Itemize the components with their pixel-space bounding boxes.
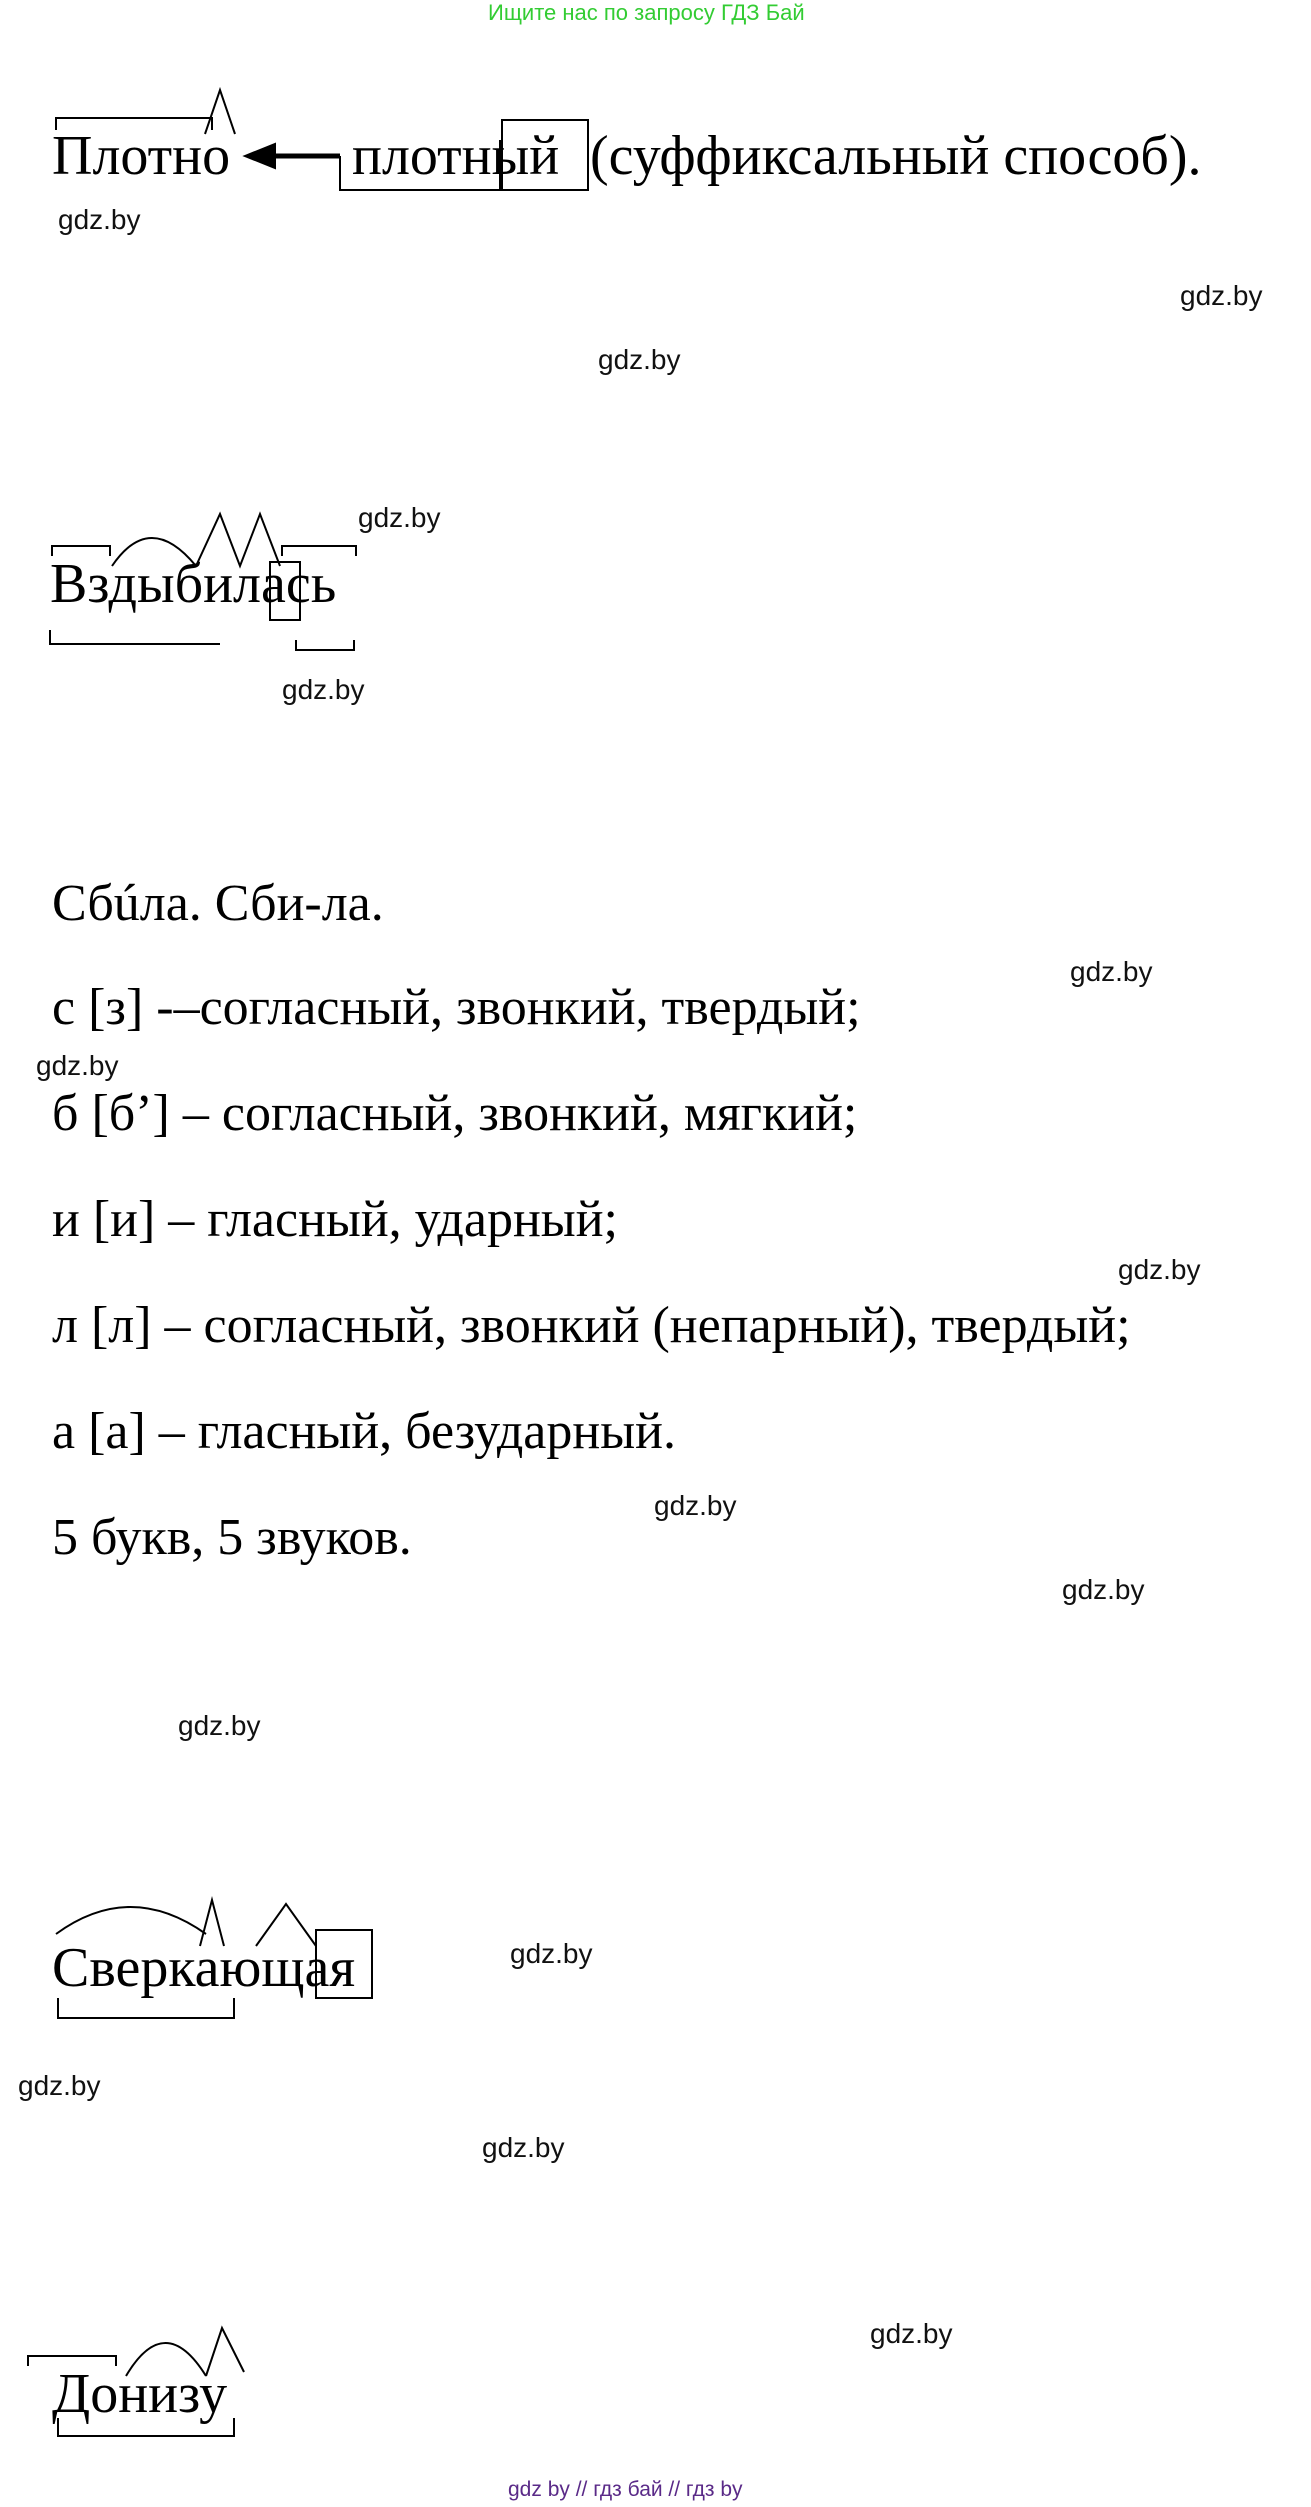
watermark: gdz.by — [510, 1938, 593, 1969]
word3-ending: ая — [304, 1937, 356, 1999]
phonetic-line: б [б’] – согласный, звонкий, мягкий; — [52, 1085, 858, 1142]
word3 — [52, 1937, 356, 1999]
arrow-icon — [245, 144, 340, 168]
word3-stem-part: Сверкающ — [52, 1937, 305, 1999]
watermark: gdz.by — [58, 204, 141, 235]
watermark: gdz.by — [598, 344, 681, 375]
word1-derived: Плотно — [52, 125, 231, 187]
watermark: gdz.by — [358, 502, 441, 533]
watermark: gdz.by — [870, 2318, 953, 2349]
phonetic-line: с [з] -–согласный, звонкий, твердый; — [52, 979, 861, 1036]
stem-bracket-vzdybilas — [50, 630, 220, 644]
watermark: gdz.by — [1180, 280, 1263, 311]
top-banner[interactable]: Ищите нас по запросу ГДЗ Бай — [488, 0, 805, 25]
watermark: gdz.by — [282, 674, 365, 705]
word2-ending: а — [260, 553, 286, 615]
phonetic-line: л [л] – согласный, звонкий (непарный), твердый; — [52, 1297, 1131, 1354]
watermark: gdz.by — [18, 2070, 101, 2101]
phonetic-line: а [а] – гласный, безударный. — [52, 1403, 676, 1460]
word1-base-ending: ый — [491, 125, 560, 187]
word1-note: (суффиксальный способ). — [590, 125, 1202, 187]
watermark: gdz.by — [1070, 956, 1153, 987]
watermark: gdz.by — [36, 1050, 119, 1081]
word2 — [50, 553, 337, 615]
phonetic-line: и [и] – гласный, ударный; — [52, 1191, 618, 1248]
phonetic-word: Сбúла. Сби-ла. — [52, 875, 384, 932]
watermark: gdz.by — [654, 1490, 737, 1521]
footer-links[interactable]: gdz by // гдз бай // гдз by — [508, 2478, 743, 2501]
watermark: gdz.by — [482, 2132, 565, 2163]
postfix-bracket-bottom-vzdybilas — [296, 640, 354, 650]
word4: Донизу — [52, 2363, 228, 2425]
phonetic-summary: 5 букв, 5 звуков. — [52, 1509, 412, 1566]
word2-stem-part: Вздыбил — [50, 553, 261, 615]
root-arc-sverkayushchaya — [56, 1907, 206, 1934]
word2-postfix: сь — [285, 553, 337, 615]
word1-base-stem: плотн — [352, 125, 492, 187]
watermark: gdz.by — [1062, 1574, 1145, 1605]
word1-base — [352, 125, 560, 187]
watermark: gdz.by — [1118, 1254, 1201, 1285]
watermark: gdz.by — [178, 1710, 261, 1741]
stem-bracket-sverkayushchaya — [58, 1998, 234, 2018]
